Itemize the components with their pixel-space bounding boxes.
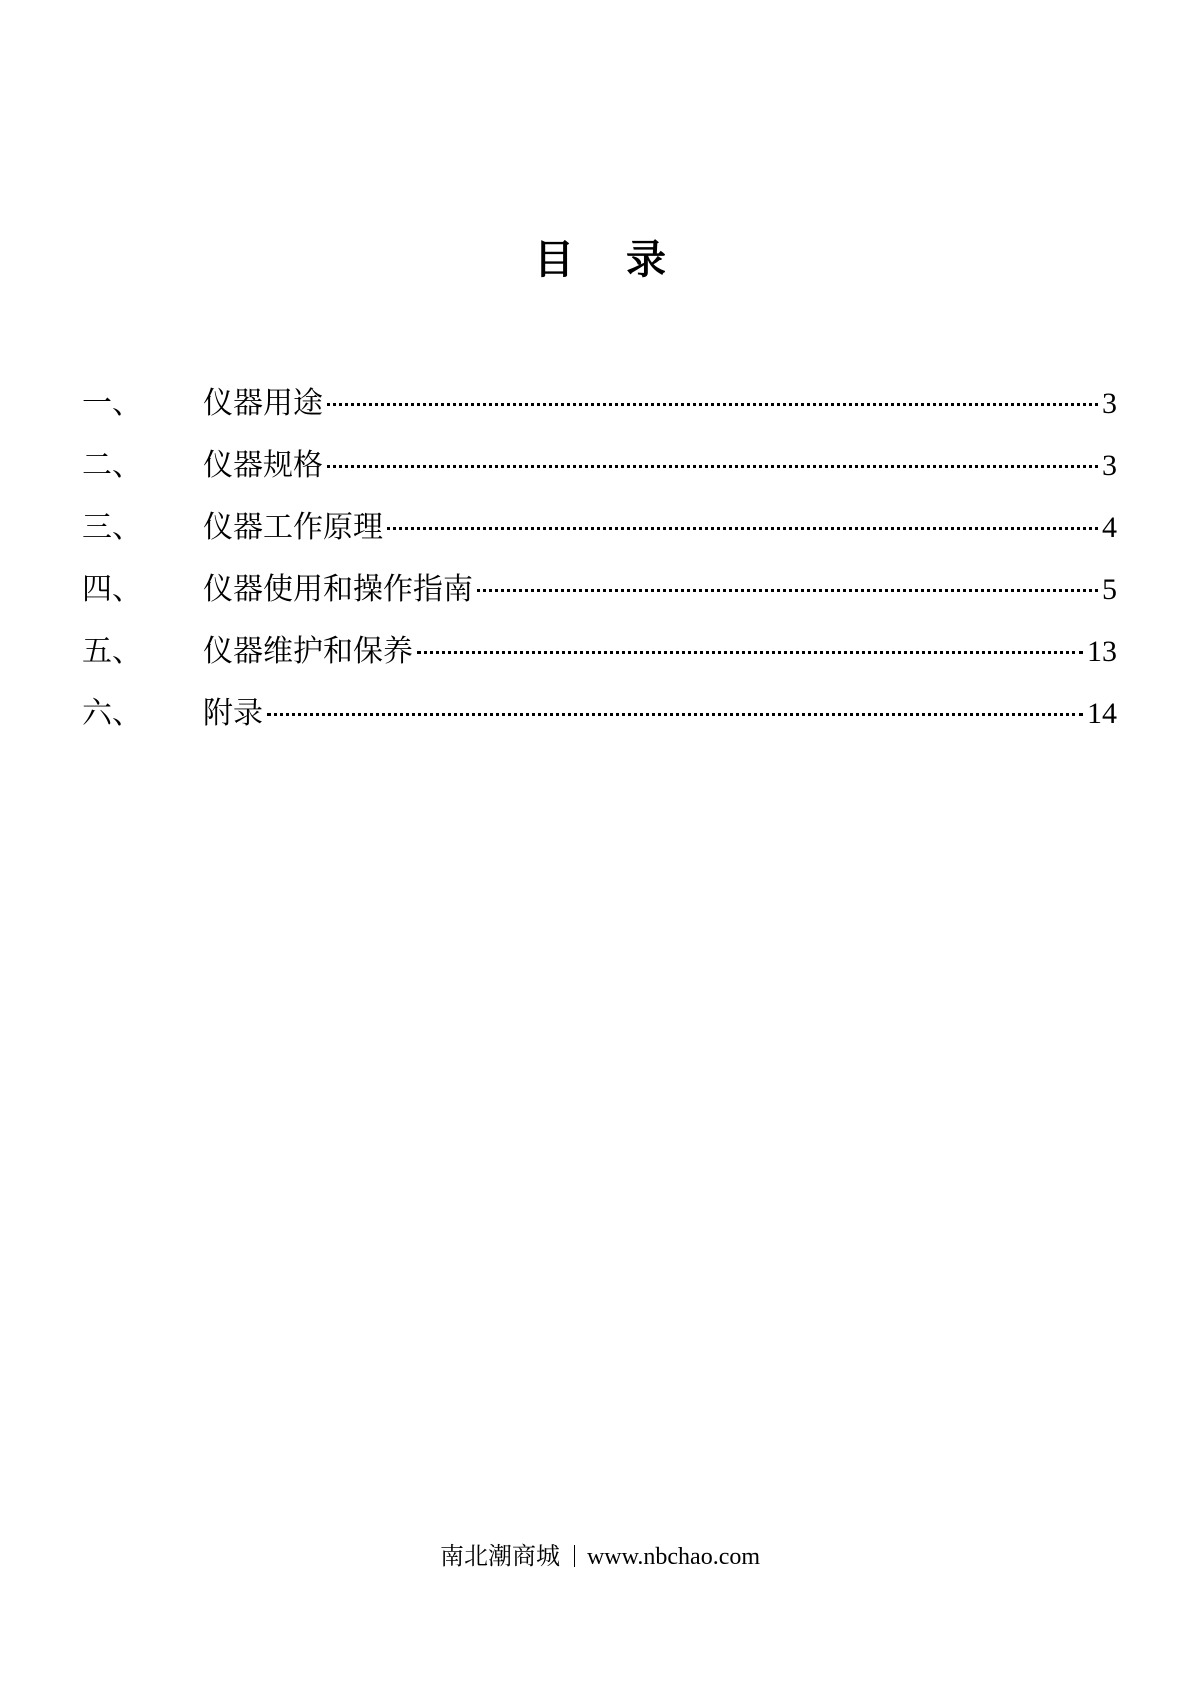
toc-entry-label: 仪器用途 [203, 386, 323, 421]
page-title: 目录 [534, 237, 718, 283]
toc-entry-number: 一、 [82, 386, 142, 421]
toc-entry-page: 14 [1087, 697, 1117, 730]
toc-entry[interactable] [82, 631, 1117, 693]
footer-separator [574, 1545, 575, 1567]
toc-entry[interactable] [82, 383, 1117, 445]
toc-entry-label: 附录 [203, 696, 263, 731]
footer-url-link[interactable]: www.nbchao.com [586, 1544, 761, 1570]
toc-entry-page: 5 [1102, 573, 1117, 606]
toc-entry-label: 仪器工作原理 [203, 510, 383, 545]
toc-entry-label: 仪器规格 [203, 448, 323, 483]
toc-entry-number: 六、 [82, 696, 142, 731]
toc-entry[interactable] [82, 507, 1117, 569]
toc-dot-leader [327, 465, 1098, 468]
toc-entry-number: 二、 [82, 448, 142, 483]
toc-entry-page: 3 [1102, 449, 1117, 482]
toc-entry-number: 五、 [82, 634, 142, 669]
toc-entry-label: 仪器维护和保养 [203, 634, 413, 669]
footer-site-name: 南北潮商城 [439, 1544, 560, 1570]
toc-entry-number: 四、 [82, 572, 142, 607]
toc-entry-page: 3 [1102, 387, 1117, 420]
toc-entry[interactable] [82, 569, 1117, 631]
toc-dot-leader [477, 589, 1098, 592]
toc-entry-label: 仪器使用和操作指南 [203, 572, 473, 607]
toc-entry-page: 13 [1087, 635, 1117, 668]
toc-dot-leader [327, 403, 1098, 406]
page-footer [0, 1540, 1200, 1574]
toc-dot-leader [417, 651, 1083, 654]
toc-dot-leader [387, 527, 1098, 530]
toc-entry[interactable] [82, 693, 1117, 755]
toc-entry-number: 三、 [82, 510, 142, 545]
toc-entry[interactable] [82, 445, 1117, 507]
toc-entry-page: 4 [1102, 511, 1117, 544]
table-of-contents [82, 383, 1117, 755]
toc-dot-leader [267, 713, 1083, 716]
